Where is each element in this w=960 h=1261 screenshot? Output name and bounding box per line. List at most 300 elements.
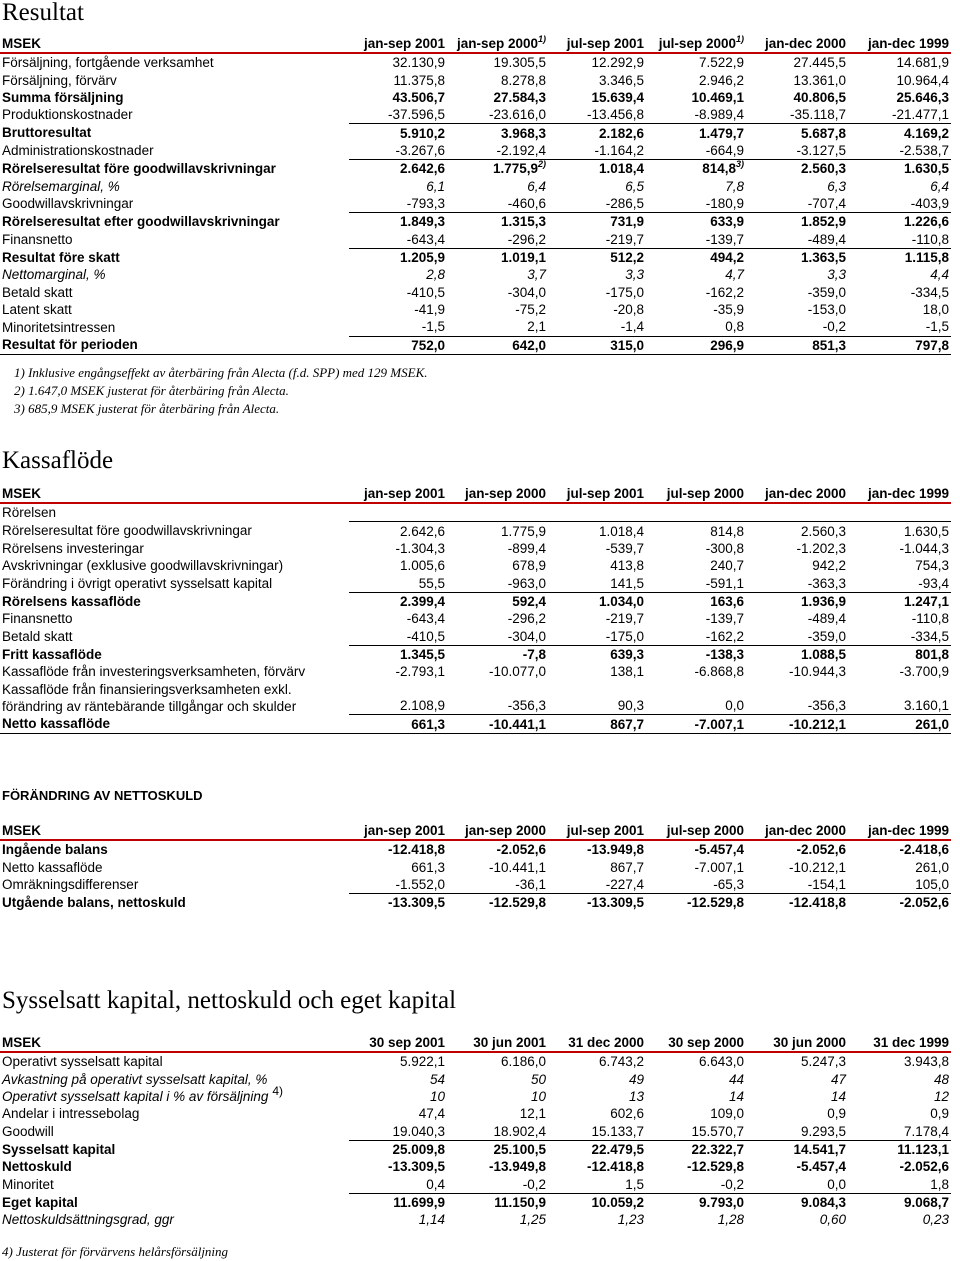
- cell-value-text: 15.570,7: [691, 1123, 744, 1139]
- cell-value: [848, 142, 951, 160]
- row-label: [0, 230, 349, 248]
- cell-value: [848, 1211, 951, 1228]
- row-label-text: Förändring i övrigt operativt sysselsatt kapital: [2, 575, 273, 591]
- cell-value-text: -10.212,1: [788, 716, 846, 732]
- cell-value-text: -1.044,3: [899, 540, 949, 556]
- row-label-text: Minoritetsintressen: [2, 319, 116, 335]
- cell-value-text: -37.596,5: [387, 107, 445, 123]
- table-row: [0, 283, 951, 300]
- cell-value-text: 8.278,8: [500, 72, 546, 88]
- row-label: [0, 1158, 349, 1175]
- cell-value-text: -13.309,5: [387, 1159, 445, 1175]
- cell-value: [548, 876, 646, 894]
- cell-value: [349, 53, 447, 71]
- header-col: jan-dec 1999: [848, 485, 951, 503]
- cell-value-text: -13.949,8: [488, 1159, 546, 1175]
- cell-value-text: 797,8: [915, 337, 949, 353]
- table-row: [0, 53, 951, 71]
- cell-value: [848, 1105, 951, 1122]
- cell-value: [646, 540, 746, 557]
- cell-value: [548, 858, 646, 875]
- cell-value: [746, 160, 848, 178]
- cell-value: [349, 680, 447, 715]
- cell-value-text: 0,9: [827, 1106, 846, 1122]
- table-row: [0, 663, 951, 680]
- table-row: [0, 876, 951, 894]
- cell-value: [646, 1105, 746, 1122]
- cell-value-text: 661,3: [411, 716, 445, 732]
- row-label-text: Sysselsatt kapital: [2, 1141, 116, 1157]
- row-label-text: Goodwillavskrivningar: [2, 196, 134, 212]
- cell-value: [349, 858, 447, 875]
- cell-value-text: 1,23: [617, 1212, 644, 1228]
- cell-value: [646, 1193, 746, 1211]
- cell-value: [447, 195, 548, 213]
- cell-value: [447, 540, 548, 557]
- cell-value-text: -363,3: [807, 575, 846, 591]
- cell-value-text: -3.700,9: [899, 664, 949, 680]
- table-row: [0, 1140, 951, 1158]
- cell-value-text: 2.399,4: [399, 593, 445, 609]
- cell-value: [349, 230, 447, 248]
- cell-value-text: 3,7: [527, 267, 546, 283]
- cell-value: [848, 858, 951, 875]
- header-label: MSEK: [0, 485, 349, 503]
- cell-value-text: 602,6: [610, 1106, 644, 1122]
- cell-value-text: 2.946,2: [698, 72, 744, 88]
- cell-value: [848, 195, 951, 213]
- cell-value-text: -1.202,3: [796, 540, 846, 556]
- cell-value: [447, 1175, 548, 1193]
- cell-value-text: 867,7: [610, 859, 644, 875]
- cell-value-text: -489,4: [807, 611, 846, 627]
- cell-value-text: 801,8: [915, 646, 949, 662]
- row-label-text: Latent skatt: [2, 301, 72, 317]
- header-col: [646, 35, 746, 53]
- cell-value: [349, 503, 447, 522]
- cell-value: [349, 283, 447, 300]
- cell-value-text: 13: [628, 1088, 644, 1104]
- cell-value: [646, 627, 746, 645]
- cell-value-text: 2.108,9: [399, 698, 445, 714]
- cell-value-text: 3.968,3: [500, 125, 546, 141]
- footnote-ref: 4): [272, 1083, 284, 1098]
- table-row: [0, 540, 951, 557]
- cell-value-text: -591,1: [705, 575, 744, 591]
- cell-value: [646, 1070, 746, 1087]
- cell-value-text: 7,8: [725, 178, 744, 194]
- cell-value: [548, 230, 646, 248]
- cell-value: [447, 106, 548, 124]
- cell-value: [447, 124, 548, 142]
- row-label: [0, 195, 349, 213]
- row-label: [0, 894, 349, 912]
- cell-value-text: 2.560,3: [800, 523, 846, 539]
- cell-value: [447, 1088, 548, 1105]
- kassaflode-table: [0, 485, 951, 734]
- cell-value: [548, 177, 646, 194]
- cell-value: [646, 195, 746, 213]
- cell-value-text: 814,8: [710, 523, 744, 539]
- table-row: [0, 645, 951, 663]
- table-row: [0, 627, 951, 645]
- row-label-text: Ingående balans: [2, 842, 108, 858]
- header-col: jan-sep 2000: [447, 822, 548, 840]
- cell-value-text: 12.292,9: [591, 55, 644, 71]
- row-label: [0, 503, 349, 522]
- cell-value-text: 25.646,3: [896, 89, 949, 105]
- cell-value: [447, 230, 548, 248]
- cell-value: [349, 89, 447, 106]
- cell-value-text: -2.538,7: [899, 142, 949, 158]
- cell-value: [548, 840, 646, 858]
- row-label: [0, 1052, 349, 1070]
- cell-value: [548, 266, 646, 283]
- header-col-text: jul-sep 2000: [658, 36, 736, 51]
- cell-value: [746, 715, 848, 733]
- row-label-text: Avkastning på operativt sysselsatt kapital, %: [2, 1071, 268, 1087]
- cell-value-text: -963,0: [507, 575, 546, 591]
- cell-value-text: -13.309,5: [387, 895, 445, 911]
- cell-value: [349, 266, 447, 283]
- cell-value-text: 4,7: [725, 267, 744, 283]
- cell-value-text: -0,2: [822, 319, 846, 335]
- cell-value-text: 11.150,9: [494, 1194, 546, 1210]
- cell-value: [349, 610, 447, 627]
- cell-value: [746, 1088, 848, 1105]
- cell-value: [646, 663, 746, 680]
- cell-value: [548, 610, 646, 627]
- cell-value: [646, 142, 746, 160]
- cell-value: [848, 71, 951, 88]
- row-label-text: Kassaflöde från finansieringsverksamheten exkl.: [2, 681, 292, 697]
- cell-value: [848, 53, 951, 71]
- cell-value: [848, 1158, 951, 1175]
- cell-value: [848, 336, 951, 354]
- cell-value-text: 661,3: [411, 859, 445, 875]
- cell-value: [746, 876, 848, 894]
- cell-value: [646, 53, 746, 71]
- table-row: [0, 680, 951, 715]
- cell-value: [848, 503, 951, 522]
- cell-value-text: 2,1: [527, 319, 546, 335]
- cell-value-text: -1,5: [925, 319, 949, 335]
- cell-value-text: -23.616,0: [488, 107, 546, 123]
- cell-value-text: -93,4: [918, 575, 949, 591]
- table-row: [0, 1193, 951, 1211]
- table-row: [0, 1070, 951, 1087]
- cell-value-text: -175,0: [605, 284, 644, 300]
- row-label: [0, 248, 349, 266]
- cell-value-text: 1.018,4: [598, 523, 644, 539]
- cell-value-text: -460,6: [507, 195, 546, 211]
- row-label-text: Rörelsemarginal, %: [2, 178, 120, 194]
- cell-value: [548, 557, 646, 574]
- row-label-text: Rörelsen: [2, 505, 57, 521]
- cell-value: [848, 1070, 951, 1087]
- cell-value: [746, 1122, 848, 1140]
- kassaflode-header-row: [0, 485, 951, 503]
- cell-value-text: 2,8: [426, 267, 445, 283]
- footnote-ref: 2): [537, 159, 546, 170]
- cell-value-text: 1.034,0: [598, 593, 644, 609]
- cell-value-text: -110,8: [911, 231, 949, 247]
- cell-value-text: 731,9: [610, 214, 644, 230]
- row-label-text: Utgående balans, nettoskuld: [2, 894, 186, 910]
- cell-value: [548, 627, 646, 645]
- row-label-text: Administrationskostnader: [2, 143, 154, 159]
- cell-value: [646, 1140, 746, 1158]
- cell-value: [349, 124, 447, 142]
- cell-value-text: 1.088,5: [800, 646, 846, 662]
- cell-value-text: 25.100,5: [493, 1141, 546, 1157]
- row-label-text: Operativt sysselsatt kapital: [2, 1054, 163, 1070]
- table-row: [0, 1211, 951, 1228]
- nettoskuld-header-row: [0, 822, 951, 840]
- cell-value: [746, 142, 848, 160]
- cell-value-text: 1.630,5: [903, 161, 949, 177]
- cell-value-text: -180,9: [705, 195, 744, 211]
- cell-value-text: -8.989,4: [694, 107, 744, 123]
- table-row: [0, 858, 951, 875]
- cell-value-text: 0,0: [827, 1176, 846, 1192]
- cell-value: [746, 627, 848, 645]
- cell-value: [349, 71, 447, 88]
- cell-value: [548, 213, 646, 231]
- cell-value-text: 3.346,5: [598, 72, 644, 88]
- row-label: [0, 1122, 349, 1140]
- footnote: 3) 685,9 MSEK justerat för återbäring från Alecta.: [14, 401, 280, 416]
- cell-value-text: 22.479,5: [591, 1141, 644, 1157]
- cell-value: [848, 592, 951, 610]
- cell-value: [548, 283, 646, 300]
- cell-value: [746, 53, 848, 71]
- cell-value: [349, 627, 447, 645]
- cell-value-text: 1.019,1: [500, 249, 546, 265]
- header-col: jan-dec 2000: [746, 822, 848, 840]
- cell-value-text: 1.775,9: [500, 523, 546, 539]
- row-label: [0, 1105, 349, 1122]
- cell-value: [746, 645, 848, 663]
- cell-value: [548, 336, 646, 354]
- cell-value: [646, 124, 746, 142]
- row-label: [0, 1175, 349, 1193]
- cell-value-text: 1.849,3: [399, 214, 445, 230]
- row-label-text: Kassaflöde från investeringsverksamheten, förvärv: [2, 664, 306, 680]
- cell-value: [746, 858, 848, 875]
- table-row: [0, 266, 951, 283]
- cell-value-text: -707,4: [807, 195, 846, 211]
- cell-value-text: -10.944,3: [788, 664, 846, 680]
- cell-value: [447, 876, 548, 894]
- row-label-text: Rörelseresultat före goodwillavskrivningar: [2, 160, 276, 176]
- nettoskuld-title: FÖRÄNDRING AV NETTOSKULD: [2, 788, 203, 803]
- cell-value-text: -12.418,8: [788, 895, 846, 911]
- cell-value-text: 11.699,9: [393, 1194, 445, 1210]
- footnote-ref: 3): [735, 159, 744, 170]
- cell-value: [349, 574, 447, 592]
- cell-value-text: -5.457,4: [694, 842, 744, 858]
- cell-value: [548, 71, 646, 88]
- cell-value: [349, 557, 447, 574]
- cell-value-text: 10: [429, 1088, 445, 1104]
- cell-value: [848, 627, 951, 645]
- cell-value-text: 1.247,1: [903, 593, 949, 609]
- cell-value: [848, 540, 951, 557]
- cell-value: [646, 1122, 746, 1140]
- cell-value: [447, 213, 548, 231]
- cell-value: [447, 858, 548, 875]
- row-label-text: Andelar i intressebolag: [2, 1106, 140, 1122]
- cell-value: [646, 680, 746, 715]
- table-row: [0, 522, 951, 540]
- cell-value-text: -41,9: [414, 301, 445, 317]
- cell-value: [746, 89, 848, 106]
- cell-value-text: 6,4: [527, 178, 546, 194]
- cell-value-text: 15.133,7: [591, 1123, 644, 1139]
- cell-value-text: -1.304,3: [395, 540, 445, 556]
- cell-value-text: -1,4: [620, 319, 644, 335]
- row-label-text: Resultat för perioden: [2, 337, 138, 353]
- cell-value: [447, 645, 548, 663]
- row-label-text: Fritt kassaflöde: [2, 646, 102, 662]
- row-label: [0, 336, 349, 354]
- table-row: [0, 1088, 951, 1105]
- row-label: [0, 715, 349, 733]
- cell-value-text: -356,3: [807, 698, 846, 714]
- cell-value: [746, 610, 848, 627]
- cell-value: [746, 177, 848, 194]
- row-label: [0, 301, 349, 318]
- cell-value: [746, 1175, 848, 1193]
- cell-value: [349, 1158, 447, 1175]
- cell-value-text: 10.059,2: [591, 1194, 644, 1210]
- cell-value: [447, 840, 548, 858]
- cell-value-text: 15.639,4: [591, 89, 644, 105]
- cell-value-text: 27.445,5: [793, 55, 846, 71]
- cell-value: [548, 301, 646, 318]
- row-label: [0, 53, 349, 71]
- cell-value: [746, 574, 848, 592]
- cell-value-text: 3.160,1: [903, 698, 949, 714]
- cell-value-text: 163,6: [710, 593, 744, 609]
- cell-value: [548, 894, 646, 912]
- cell-value: [646, 318, 746, 336]
- cell-value: [349, 645, 447, 663]
- cell-value: [646, 89, 746, 106]
- cell-value: [548, 680, 646, 715]
- cell-value-text: 4.169,2: [903, 125, 949, 141]
- row-label: [0, 1083, 349, 1105]
- cell-value: [349, 1175, 447, 1193]
- cell-value-text: 10: [530, 1088, 546, 1104]
- header-col: jul-sep 2001: [548, 822, 646, 840]
- cell-value-text: -35.118,7: [789, 107, 846, 123]
- cell-value-text: -793,3: [406, 195, 445, 211]
- cell-value-text: 1.852,9: [800, 214, 846, 230]
- table-row: [0, 71, 951, 88]
- cell-value-text: 752,0: [411, 337, 445, 353]
- cell-value-text: 6.743,2: [598, 1054, 644, 1070]
- row-label: [0, 840, 349, 858]
- cell-value: [349, 1070, 447, 1087]
- cell-value: [646, 106, 746, 124]
- cell-value-text: 6.186,0: [500, 1054, 546, 1070]
- cell-value-text: 43.506,7: [392, 89, 445, 105]
- cell-value-text: -539,7: [605, 540, 644, 556]
- cell-value: [349, 106, 447, 124]
- cell-value-text: 10.964,4: [896, 72, 949, 88]
- cell-value-text: -489,4: [807, 231, 846, 247]
- cell-value: [548, 645, 646, 663]
- row-label-text: Betald skatt: [2, 628, 73, 644]
- row-label-text: Nettoskuldsättningsgrad, ggr: [2, 1212, 174, 1228]
- cell-value: [746, 106, 848, 124]
- cell-value: [447, 336, 548, 354]
- cell-value-text: -13.309,5: [586, 895, 644, 911]
- row-label-text: Rörelseresultat efter goodwillavskrivningar: [2, 214, 280, 230]
- cell-value: [349, 213, 447, 231]
- cell-value-text: 0,4: [426, 1176, 445, 1192]
- row-label-text: Bruttoresultat: [2, 125, 92, 141]
- row-label: [0, 1070, 349, 1087]
- kapital-footnotes: [2, 1243, 228, 1261]
- cell-value-text: 1,14: [418, 1212, 445, 1228]
- cell-value-text: -664,9: [705, 142, 744, 158]
- cell-value: [646, 213, 746, 231]
- row-label: [0, 592, 349, 610]
- cell-value: [447, 89, 548, 106]
- cell-value: [646, 592, 746, 610]
- row-label-text: Minoritet: [2, 1176, 54, 1192]
- cell-value-text: 18,0: [922, 301, 949, 317]
- cell-value-text: 639,3: [610, 646, 644, 662]
- cell-value-text: -153,0: [807, 301, 846, 317]
- cell-value: [746, 540, 848, 557]
- row-label-text: Operativt sysselsatt kapital i % av försäljning: [2, 1088, 269, 1104]
- cell-value-text: -2.052,6: [796, 842, 846, 858]
- row-label: [0, 142, 349, 160]
- row-label-text: Försäljning, förvärv: [2, 72, 117, 88]
- cell-value-text: 6,3: [827, 178, 846, 194]
- cell-value-text: -139,7: [705, 231, 744, 247]
- cell-value: [746, 592, 848, 610]
- cell-value: [349, 876, 447, 894]
- header-col: jan-sep 2001: [349, 35, 447, 53]
- cell-value: [746, 301, 848, 318]
- cell-value-text: -286,5: [605, 195, 644, 211]
- cell-value-text: 6.643,0: [698, 1054, 744, 1070]
- table-row: [0, 1105, 951, 1122]
- cell-value: [349, 1052, 447, 1070]
- header-col: jan-dec 2000: [746, 485, 848, 503]
- cell-value: [848, 1088, 951, 1105]
- row-label: [0, 557, 349, 574]
- row-label-text: Rörelsens kassaflöde: [2, 593, 141, 609]
- cell-value: [349, 1193, 447, 1211]
- cell-value-text: 851,3: [812, 337, 846, 353]
- cell-value: [848, 124, 951, 142]
- cell-value-text: 512,2: [610, 249, 644, 265]
- cell-value-text: 49: [628, 1071, 644, 1087]
- cell-value-text: 11.123,1: [897, 1141, 949, 1157]
- cell-value: [447, 1105, 548, 1122]
- cell-value-text: 19.305,5: [493, 55, 546, 71]
- cell-value: [349, 663, 447, 680]
- cell-value-text: -0,2: [720, 1176, 744, 1192]
- cell-value-text: -12.418,8: [387, 842, 445, 858]
- cell-value: [349, 1211, 447, 1228]
